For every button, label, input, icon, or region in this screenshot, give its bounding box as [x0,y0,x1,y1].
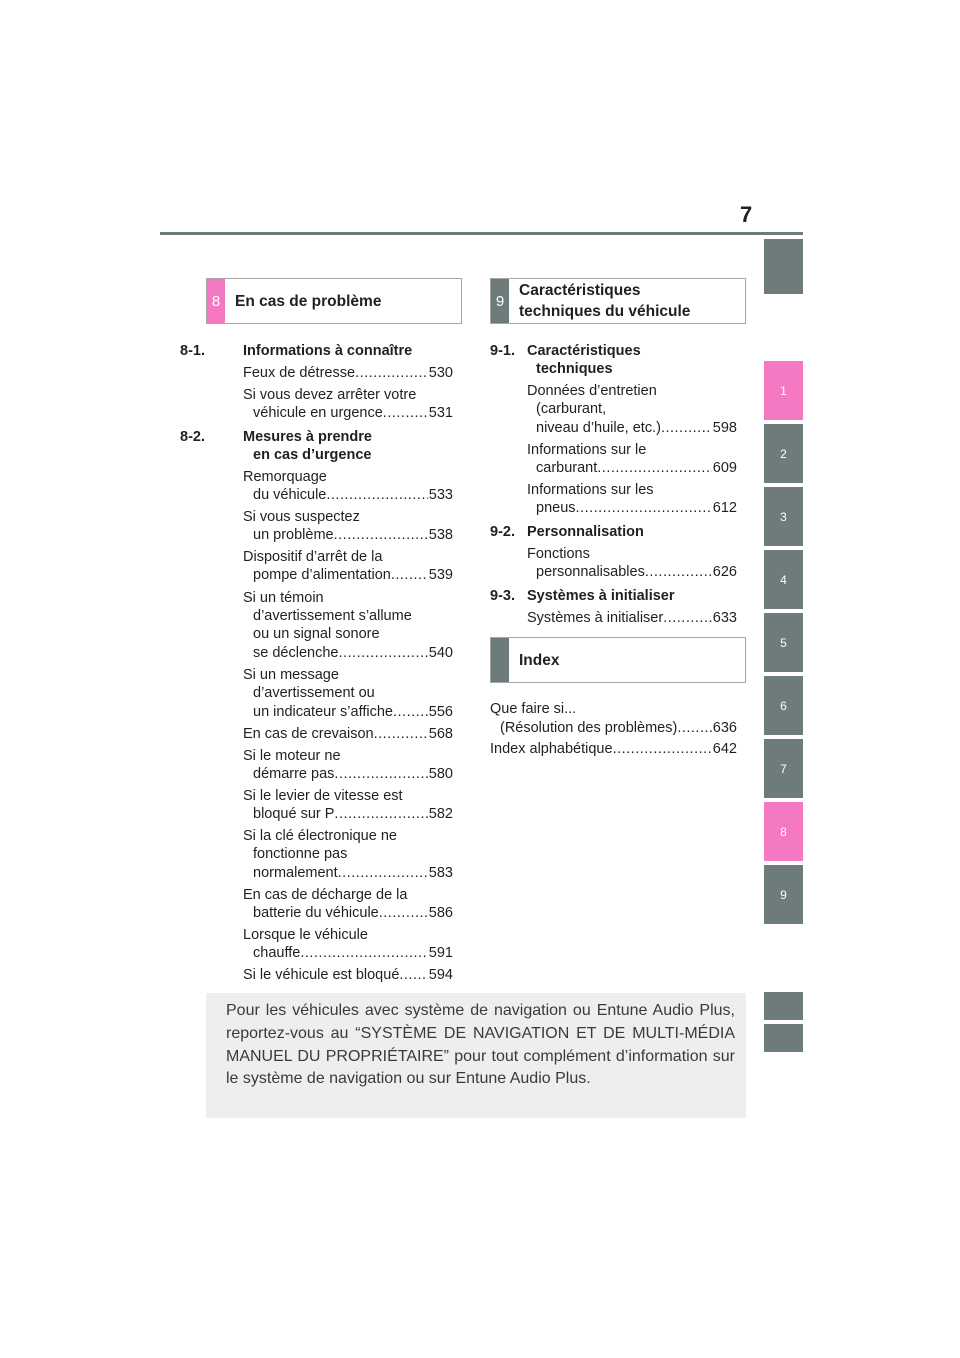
chapter-tab-4[interactable] [764,550,803,609]
toc-entry-line: Si un témoin [243,590,324,606]
toc-entry[interactable]: du véhicule ..... 533 [253,486,453,504]
toc-entry-line: Informations sur le [527,442,647,458]
toc-entry-line: Que faire si... [490,701,577,717]
chapter-tab-7[interactable] [764,739,803,798]
section-9-header[interactable] [490,278,746,324]
toc-entry-line: fonctionne pas [253,846,348,862]
toc-entry[interactable]: Index alphabétique ..... 642 [490,740,737,758]
toc-entry[interactable]: pneus ..... 612 [536,499,737,517]
toc-entry-line: (carburant, [536,401,607,417]
chapter-tab-5[interactable] [764,613,803,672]
section-8-header[interactable] [206,278,462,324]
toc-entry[interactable]: se déclenche ..... 540 [253,644,453,662]
toc-entry[interactable]: carburant ..... 609 [536,459,737,477]
subsection-code: 9-2. [490,524,515,540]
toc-entry-line: Si vous suspectez [243,509,360,525]
section-8-title: En cas de problème [235,292,382,310]
page-number: 7 [740,202,753,227]
subsection-title: Mesures à prendre [243,429,372,445]
toc-entry-line: ou un signal sonore [253,626,380,642]
header-rule [160,232,803,235]
subsection-code: 8-1. [180,343,205,359]
toc-entry[interactable]: démarre pas ..... 580 [253,765,453,783]
toc-entry[interactable]: Systèmes à initialiser ..... 633 [527,609,737,627]
toc-entry-line: Fonctions [527,546,590,562]
chapter-tab-3[interactable] [764,487,803,546]
subsection-code: 8-2. [180,429,205,445]
chapter-tab-label: 9 [780,887,787,902]
toc-entry[interactable]: normalement ..... 583 [253,864,453,882]
index-header[interactable] [490,637,746,683]
subsection-title: Systèmes à initialiser [527,588,675,604]
index-bar [491,638,509,682]
chapter-tab-label: 5 [780,635,787,650]
toc-entry[interactable]: un problème ..... 538 [253,526,453,544]
toc-entry[interactable]: un indicateur s’affiche ..... 556 [253,703,453,721]
subsection-title: techniques [536,361,613,377]
toc-entry[interactable]: pompe d’alimentation ..... 539 [253,566,453,584]
chapter-tab-label: 6 [780,698,787,713]
toc-entry[interactable]: En cas de crevaison ..... 568 [243,725,453,743]
chapter-tab-2[interactable] [764,424,803,483]
toc-entry-line: Remorquage [243,469,327,485]
toc-entry[interactable]: Si le véhicule est bloqué ..... 594 [243,966,453,984]
toc-entry-line: Dispositif d’arrêt de la [243,549,383,565]
toc-entry-line: Si un message [243,667,339,683]
toc-entry-line: Données d’entretien [527,383,657,399]
chapter-tab-label: 3 [780,509,787,524]
subsection-code: 9-3. [490,588,515,604]
navigation-note-text: Pour les véhicules avec système de navigation ou Entune Audio Plus, reportez-vous au “SYSTÈME DE NAVIGATION ET DE MULTI-MÉDIA MANUEL DU PROPRIÉTAIRE” pour tout complément d’information sur le système de navigation ou sur Entune Audio Plus. [226,1002,735,1088]
chapter-tab-label: 1 [780,383,787,398]
toc-entry[interactable]: Feux de détresse ..... 530 [243,364,453,382]
subsection-code: 9-1. [490,343,515,359]
toc-entry-line: Si le levier de vitesse est [243,788,403,804]
blank-tab-top [764,239,803,294]
section-9-title [519,279,690,323]
section-9-title-line-2: techniques du véhicule [519,303,691,320]
toc-entry-line: d’avertissement ou [253,685,375,701]
chapter-tab-6[interactable] [764,676,803,735]
toc-entry[interactable]: batterie du véhicule ..... 586 [253,904,453,922]
chapter-tab-label: 4 [780,572,787,587]
chapter-tab-9[interactable] [764,865,803,924]
toc-entry[interactable]: véhicule en urgence ..... 531 [253,404,453,422]
navigation-note-box [206,993,746,1118]
toc-entry-line: Informations sur les [527,482,654,498]
chapter-tab-1[interactable] [764,361,803,420]
toc-entry-line: En cas de décharge de la [243,887,408,903]
blank-tab-bottom-2 [764,1024,803,1052]
section-9-number: 9 [491,279,509,323]
subsection-title: Informations à connaître [243,343,413,359]
section-9-title-line-1: Caractéristiques [519,282,641,299]
subsection-title: Personnalisation [527,524,644,540]
subsection-title: en cas d’urgence [253,447,372,463]
toc-entry[interactable]: (Résolution des problèmes) ..... 636 [500,719,737,737]
toc-entry-line: Si le moteur ne [243,748,341,764]
toc-entry[interactable]: personnalisables ..... 626 [536,563,737,581]
toc-entry[interactable]: chauffe ..... 591 [253,944,453,962]
chapter-tab-label: 7 [780,761,787,776]
toc-entry-line: Si la clé électronique ne [243,828,397,844]
toc-entry[interactable]: niveau d’huile, etc.) ..... 598 [536,419,737,437]
index-title: Index [519,651,560,669]
chapter-tab-label: 8 [780,824,787,839]
toc-entry[interactable]: bloqué sur P ..... 582 [253,805,453,823]
toc-entry-line: d’avertissement s’allume [253,608,412,624]
chapter-tab-label: 2 [780,446,787,461]
section-8-number: 8 [207,279,225,323]
blank-tab-bottom-1 [764,992,803,1020]
toc-entry-line: Lorsque le véhicule [243,927,368,943]
toc-entry-line: Si vous devez arrêter votre [243,387,417,403]
subsection-title: Caractéristiques [527,343,641,359]
chapter-tab-8[interactable] [764,802,803,861]
